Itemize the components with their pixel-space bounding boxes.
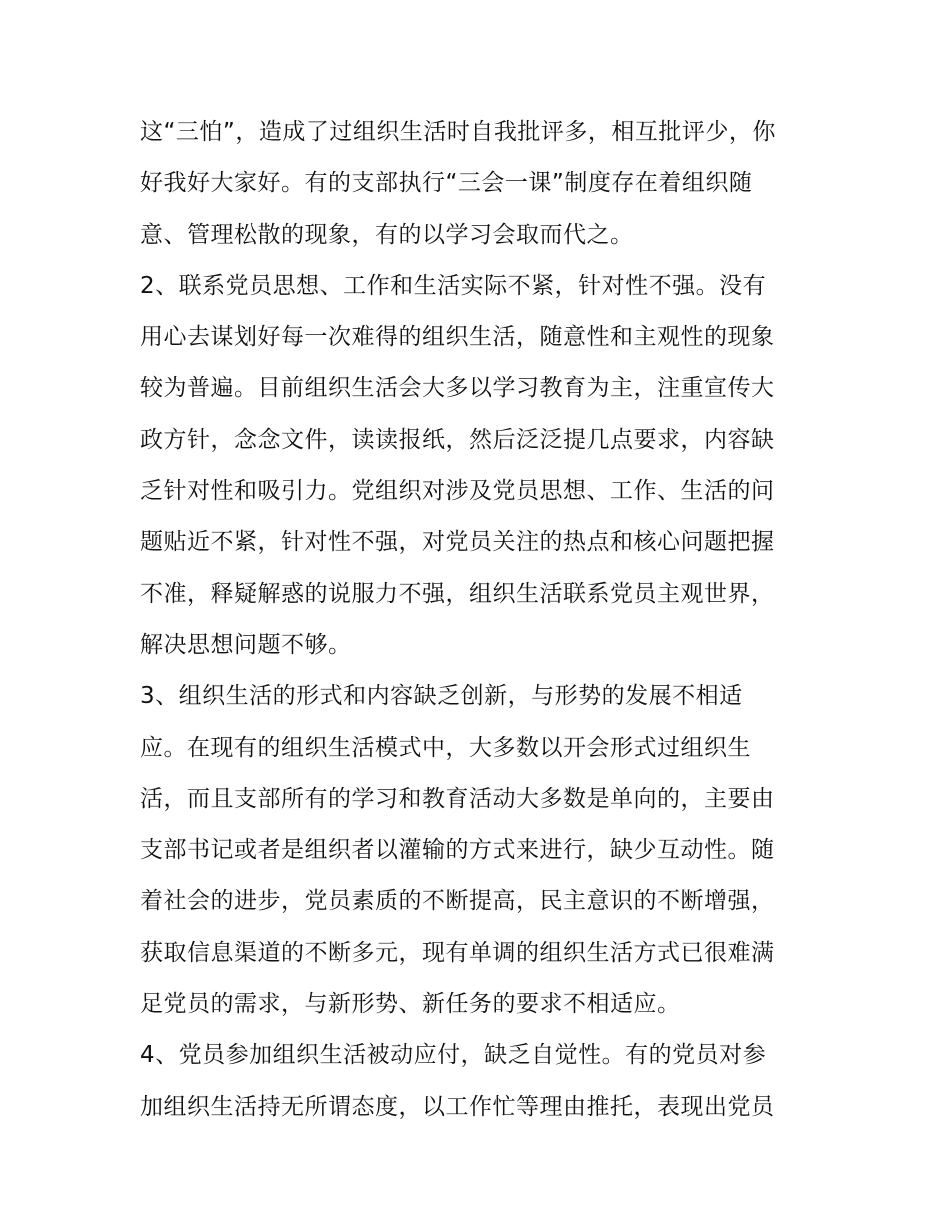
text-line: 着社会的进步，党员素质的不断提高，民主意识的不断增强， — [140, 888, 775, 915]
text-line: 较为普遍。目前组织生活会大多以学习教育为主，注重宣传大 — [140, 375, 775, 402]
text-line: 意、管理松散的现象，有的以学习会取而代之。 — [140, 221, 634, 248]
text-line: 支部书记或者是组织者以灌输的方式来进行，缺少互动性。随 — [140, 837, 775, 864]
text-line: 政方针，念念文件，读读报纸，然后泛泛提几点要求，内容缺 — [140, 426, 775, 453]
text-line: 2、联系党员思想、工作和生活实际不紧，针对性不强。没有 — [140, 272, 767, 299]
text-line: 加组织生活持无所谓态度，以工作忙等理由推托，表现出党员 — [140, 1093, 775, 1120]
text-line: 足党员的需求，与新形势、新任务的要求不相适应。 — [140, 991, 681, 1018]
text-line: 解决思想问题不够。 — [140, 631, 352, 658]
text-line: 4、党员参加组织生活被动应付，缺乏自觉性。有的党员对参 — [140, 1042, 767, 1069]
text-line: 好我好大家好。有的支部执行“三会一课”制度存在着组织随 — [140, 170, 753, 197]
text-line: 题贴近不紧，针对性不强，对党员关注的热点和核心问题把握 — [140, 529, 775, 556]
text-line: 用心去谋划好每一次难得的组织生活，随意性和主观性的现象 — [140, 324, 775, 351]
text-line: 这“三怕”，造成了过组织生活时自我批评多，相互批评少，你 — [140, 119, 776, 145]
text-line: 3、组织生活的形式和内容缺乏创新，与形势的发展不相适 — [140, 683, 743, 710]
text-line: 应。在现有的组织生活模式中，大多数以开会形式过组织生 — [140, 734, 751, 761]
text-line: 活，而且支部所有的学习和教育活动大多数是单向的，主要由 — [140, 785, 775, 812]
text-line: 获取信息渠道的不断多元，现有单调的组织生活方式已很难满 — [140, 939, 775, 966]
text-line: 不准，释疑解惑的说服力不强，组织生活联系党员主观世界， — [140, 580, 775, 607]
text-line: 乏针对性和吸引力。党组织对涉及党员思想、工作、生活的问 — [140, 478, 775, 505]
document-body — [140, 107, 812, 1133]
